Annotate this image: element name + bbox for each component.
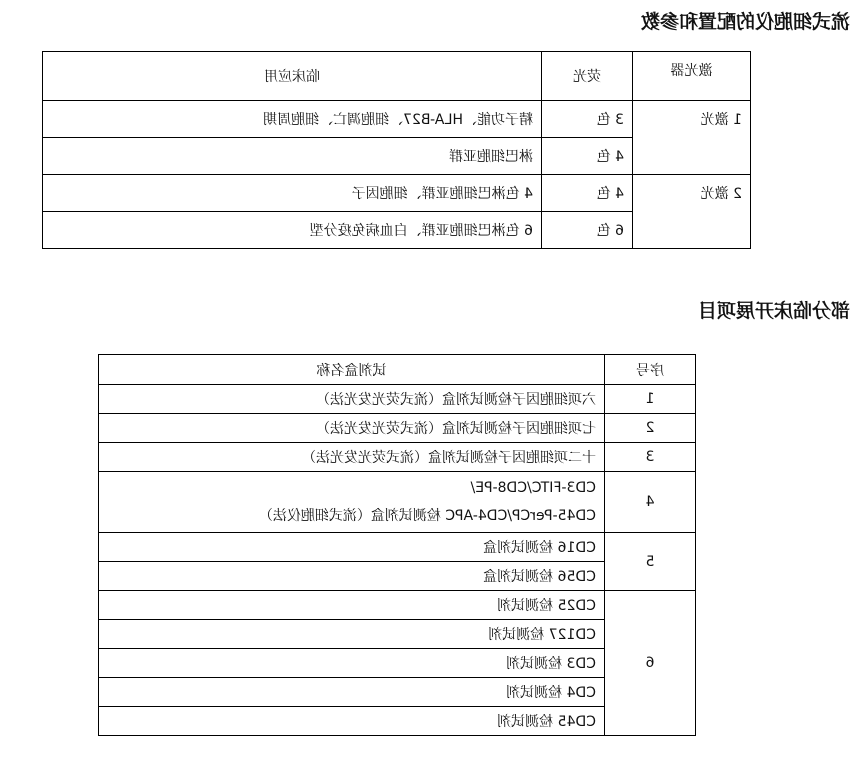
kit-name-line: CD3-FITC/CD8-PE/	[470, 480, 596, 496]
header-application: 临床应用	[43, 52, 542, 101]
table-row	[43, 175, 751, 212]
index-cell: 5	[605, 533, 696, 591]
fluorescence-cell: 4 色	[542, 138, 633, 175]
index-cell: 3	[605, 443, 696, 472]
kit-name-cell: CD56 检测试剂盒	[99, 562, 605, 591]
table-row	[99, 385, 696, 414]
kit-name-cell: 十二项细胞因子检测试剂盒（流式荧光发光法）	[99, 443, 605, 472]
kit-name-cell: CD4 检测试剂	[99, 678, 605, 707]
application-cell: 淋巴细胞亚群	[43, 138, 542, 175]
table-row	[99, 472, 696, 533]
fluorescence-cell: 3 色	[542, 101, 633, 138]
index-cell: 2	[605, 414, 696, 443]
kit-name-cell: 六项细胞因子检测试剂盒（流式荧光发光法）	[99, 385, 605, 414]
header-index: 序号	[605, 355, 696, 385]
projects-table	[98, 354, 696, 736]
kit-name-cell: 七项细胞因子检测试剂盒（流式荧光发光法）	[99, 414, 605, 443]
index-cell: 1	[605, 385, 696, 414]
kit-name-cell: CD45 检测试剂	[99, 707, 605, 736]
laser-cell: 1 激光	[633, 101, 751, 175]
kit-name-cell: CD25 检测试剂	[99, 591, 605, 620]
index-cell: 6	[605, 591, 696, 736]
table-row	[99, 533, 696, 562]
fluorescence-cell: 6 色	[542, 212, 633, 249]
table-row	[99, 414, 696, 443]
table-row	[43, 101, 751, 138]
table-header-row	[43, 52, 751, 101]
section-title-flow-cytometer-config: 流式细胞仪的配置和参数	[640, 11, 850, 33]
table-row	[99, 591, 696, 620]
header-fluorescence: 荧光	[542, 52, 633, 101]
table-row	[99, 443, 696, 472]
application-cell: 6 色淋巴细胞亚群、白血病免疫分型	[43, 212, 542, 249]
laser-cell: 2 激光	[633, 175, 751, 249]
kit-name-cell: CD3 检测试剂	[99, 649, 605, 678]
fluorescence-cell: 4 色	[542, 175, 633, 212]
kit-name-cell	[99, 472, 605, 533]
application-cell: 4 色淋巴细胞亚群、细胞因子	[43, 175, 542, 212]
section-title-clinical-projects: 部分临床开展项目	[697, 300, 850, 322]
config-table	[42, 51, 751, 249]
table-header-row	[99, 355, 696, 385]
application-cell: 精子功能、HLA-B27、细胞凋亡、细胞周期	[43, 101, 542, 138]
kit-name-cell: CD127 检测试剂	[99, 620, 605, 649]
index-cell: 4	[605, 472, 696, 533]
header-laser: 激光器	[633, 52, 751, 101]
header-kit-name: 试剂盒名称	[99, 355, 605, 385]
kit-name-cell: CD16 检测试剂盒	[99, 533, 605, 562]
kit-name-line: CD45-PerCP/CD4-APC 检测试剂盒（流式细胞仪法）	[258, 508, 596, 524]
